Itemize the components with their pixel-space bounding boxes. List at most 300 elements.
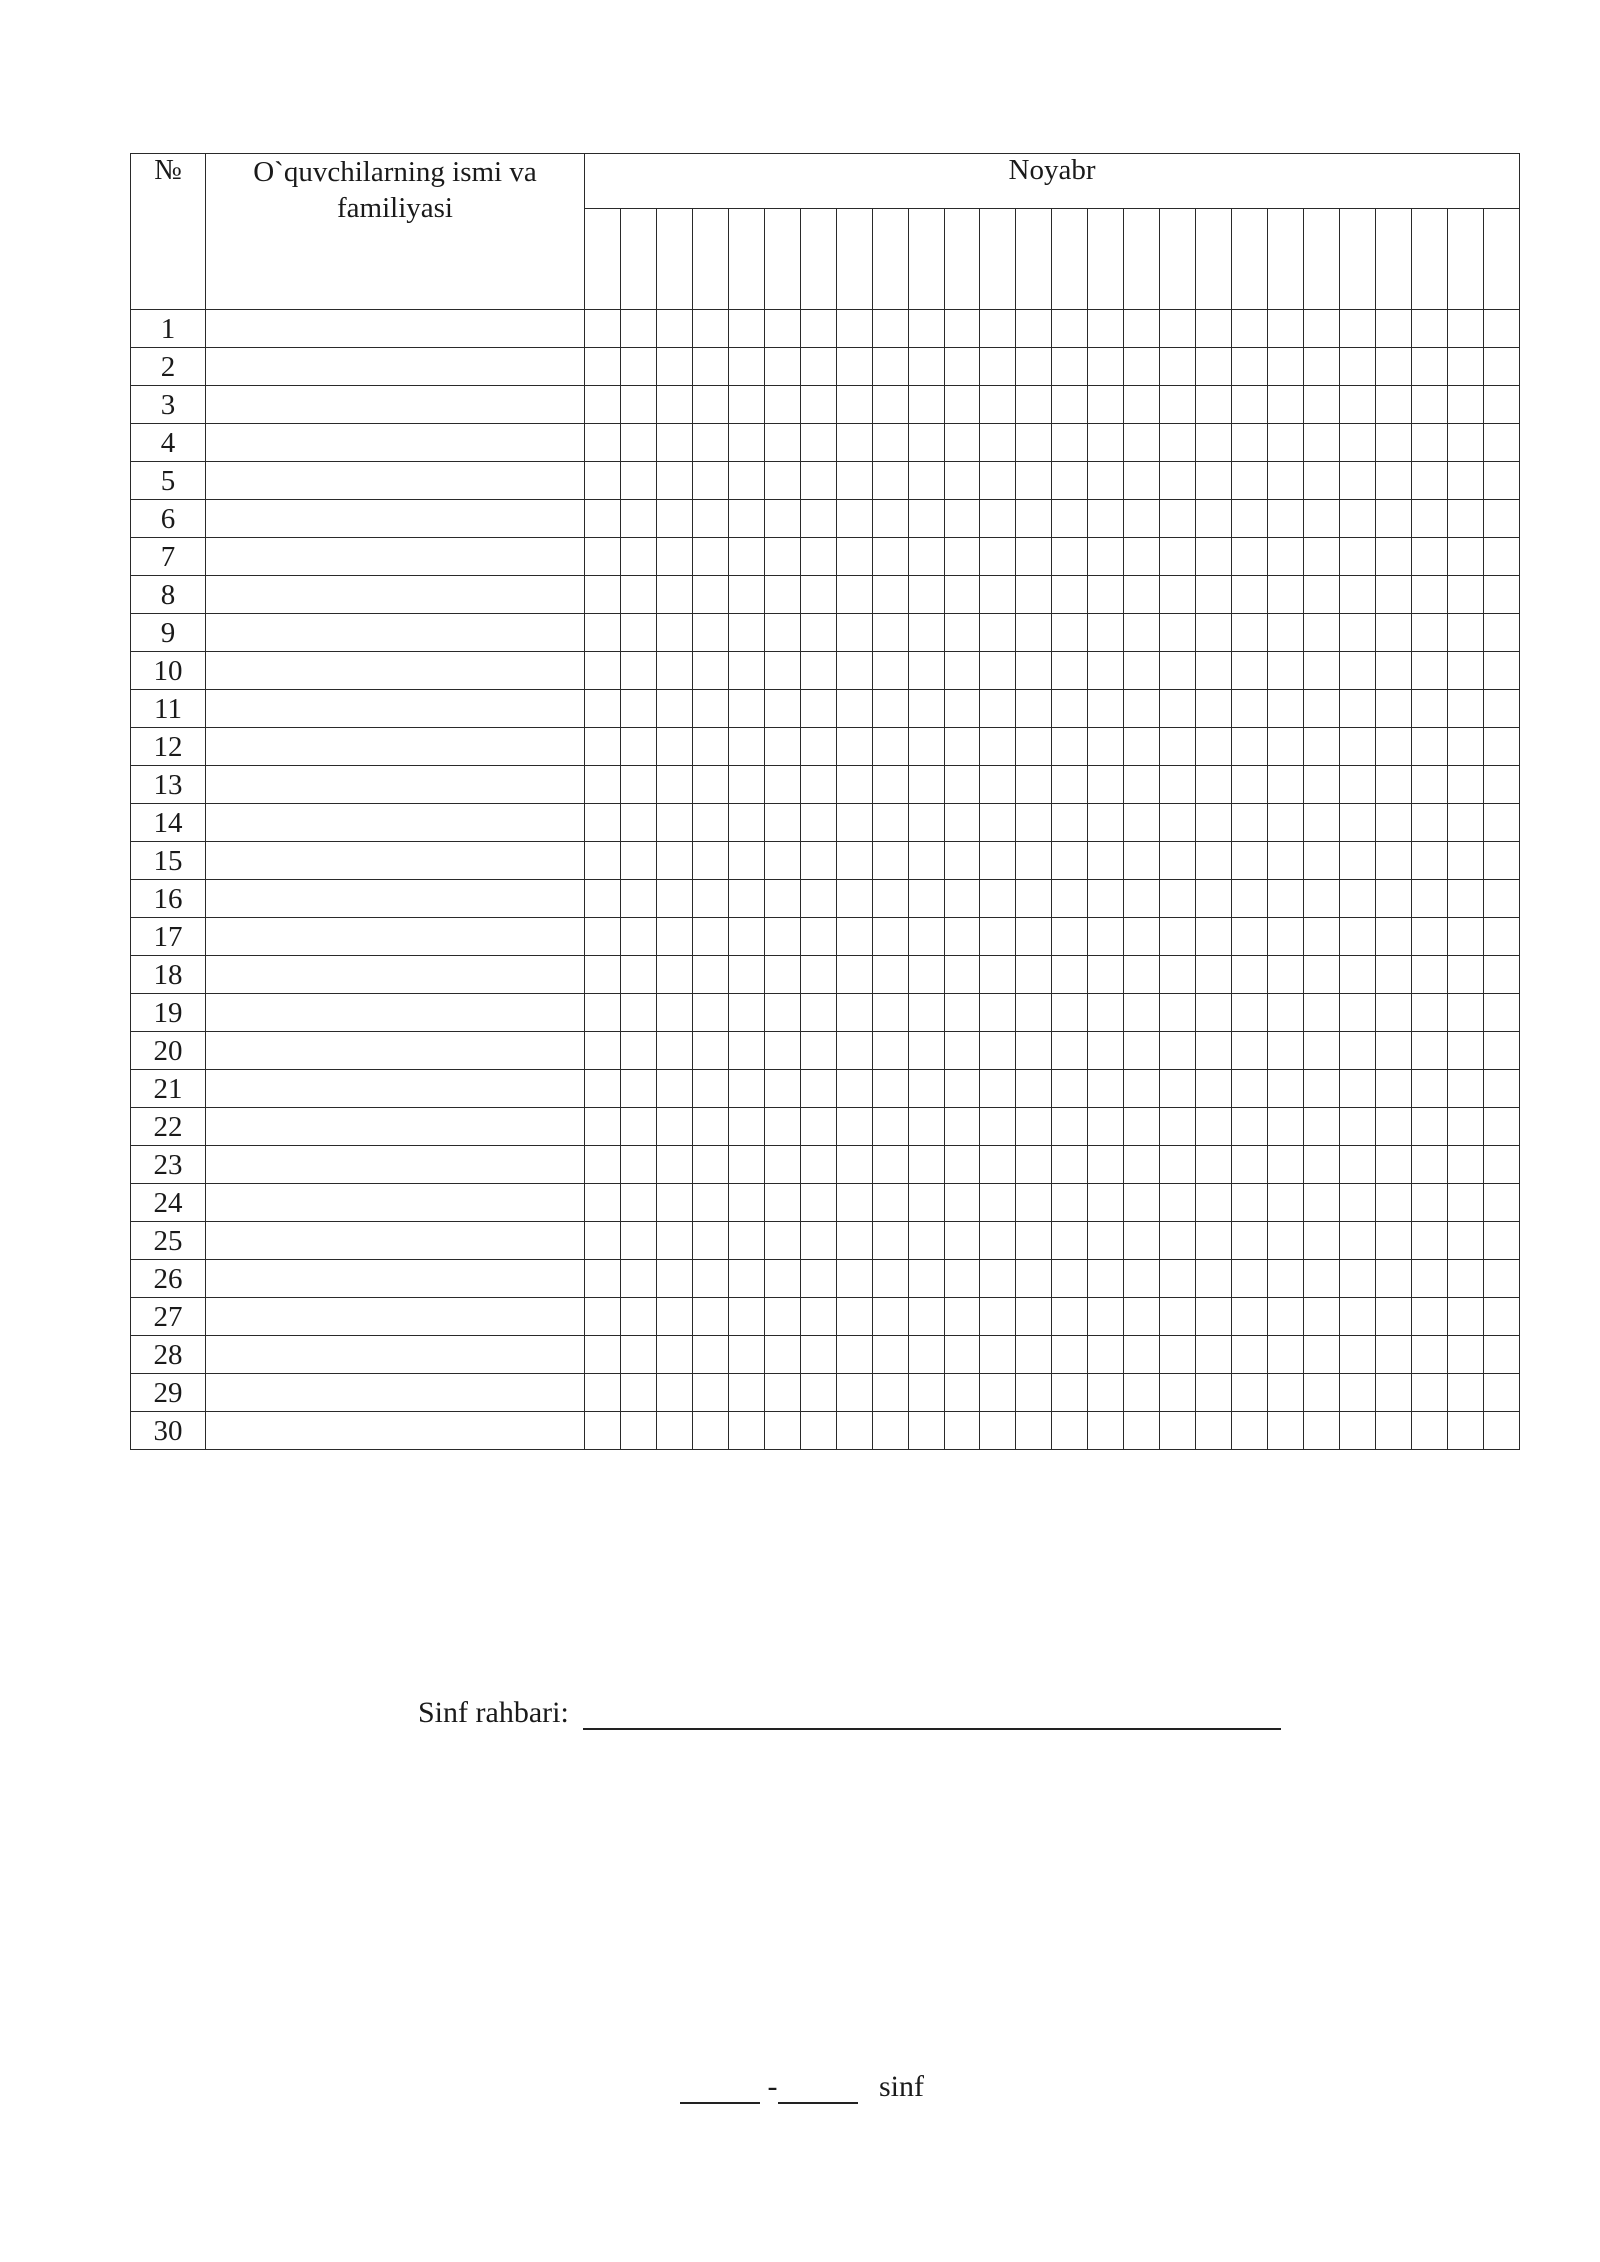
attendance-cell[interactable] [1232, 1374, 1268, 1412]
attendance-cell[interactable] [656, 1298, 692, 1336]
attendance-cell[interactable] [1304, 1374, 1340, 1412]
attendance-cell[interactable] [656, 614, 692, 652]
attendance-cell[interactable] [1232, 1184, 1268, 1222]
attendance-cell[interactable] [1052, 1298, 1088, 1336]
attendance-cell[interactable] [836, 1146, 872, 1184]
attendance-cell[interactable] [908, 956, 944, 994]
attendance-cell[interactable] [1268, 1070, 1304, 1108]
attendance-cell[interactable] [980, 804, 1016, 842]
attendance-cell[interactable] [692, 918, 728, 956]
attendance-cell[interactable] [1447, 918, 1483, 956]
attendance-cell[interactable] [1196, 652, 1232, 690]
attendance-cell[interactable] [980, 1108, 1016, 1146]
attendance-cell[interactable] [1304, 462, 1340, 500]
attendance-cell[interactable] [1411, 500, 1447, 538]
attendance-cell[interactable] [1088, 424, 1124, 462]
attendance-cell[interactable] [585, 538, 621, 576]
attendance-cell[interactable] [1160, 1298, 1196, 1336]
attendance-cell[interactable] [1268, 1146, 1304, 1184]
attendance-cell[interactable] [585, 1184, 621, 1222]
attendance-cell[interactable] [692, 804, 728, 842]
attendance-cell[interactable] [620, 1374, 656, 1412]
attendance-cell[interactable] [800, 500, 836, 538]
attendance-cell[interactable] [1268, 690, 1304, 728]
attendance-cell[interactable] [656, 1260, 692, 1298]
attendance-cell[interactable] [836, 994, 872, 1032]
attendance-cell[interactable] [1447, 690, 1483, 728]
attendance-cell[interactable] [1340, 956, 1376, 994]
attendance-cell[interactable] [836, 1298, 872, 1336]
attendance-cell[interactable] [1016, 690, 1052, 728]
attendance-cell[interactable] [1483, 348, 1519, 386]
attendance-cell[interactable] [620, 880, 656, 918]
attendance-cell[interactable] [728, 310, 764, 348]
attendance-cell[interactable] [1160, 880, 1196, 918]
attendance-cell[interactable] [1124, 1070, 1160, 1108]
attendance-cell[interactable] [1232, 690, 1268, 728]
student-name-cell[interactable] [206, 1412, 585, 1450]
attendance-cell[interactable] [1411, 614, 1447, 652]
attendance-cell[interactable] [980, 994, 1016, 1032]
attendance-cell[interactable] [1447, 1298, 1483, 1336]
attendance-cell[interactable] [1304, 918, 1340, 956]
attendance-cell[interactable] [1016, 728, 1052, 766]
attendance-cell[interactable] [620, 842, 656, 880]
attendance-cell[interactable] [728, 728, 764, 766]
attendance-cell[interactable] [620, 690, 656, 728]
attendance-cell[interactable] [764, 1374, 800, 1412]
attendance-cell[interactable] [800, 1184, 836, 1222]
attendance-cell[interactable] [1088, 690, 1124, 728]
attendance-cell[interactable] [1268, 1222, 1304, 1260]
attendance-cell[interactable] [656, 880, 692, 918]
attendance-cell[interactable] [1483, 652, 1519, 690]
attendance-cell[interactable] [944, 880, 980, 918]
attendance-cell[interactable] [1124, 614, 1160, 652]
attendance-cell[interactable] [1411, 1032, 1447, 1070]
attendance-cell[interactable] [836, 614, 872, 652]
student-name-cell[interactable] [206, 500, 585, 538]
attendance-cell[interactable] [728, 956, 764, 994]
attendance-cell[interactable] [980, 348, 1016, 386]
attendance-cell[interactable] [656, 1222, 692, 1260]
attendance-cell[interactable] [1340, 1032, 1376, 1070]
attendance-cell[interactable] [620, 1260, 656, 1298]
attendance-cell[interactable] [800, 576, 836, 614]
attendance-cell[interactable] [1016, 1032, 1052, 1070]
attendance-cell[interactable] [728, 538, 764, 576]
attendance-cell[interactable] [692, 310, 728, 348]
attendance-cell[interactable] [872, 1222, 908, 1260]
attendance-cell[interactable] [1411, 1374, 1447, 1412]
attendance-cell[interactable] [1232, 652, 1268, 690]
class-grade-blank[interactable] [680, 2074, 760, 2104]
attendance-cell[interactable] [1160, 348, 1196, 386]
attendance-cell[interactable] [800, 804, 836, 842]
attendance-cell[interactable] [1411, 766, 1447, 804]
attendance-cell[interactable] [944, 1146, 980, 1184]
attendance-cell[interactable] [836, 386, 872, 424]
attendance-cell[interactable] [1375, 652, 1411, 690]
attendance-cell[interactable] [764, 1260, 800, 1298]
attendance-cell[interactable] [764, 538, 800, 576]
attendance-cell[interactable] [764, 462, 800, 500]
attendance-cell[interactable] [620, 1412, 656, 1450]
attendance-cell[interactable] [800, 310, 836, 348]
attendance-cell[interactable] [585, 386, 621, 424]
attendance-cell[interactable] [836, 728, 872, 766]
attendance-cell[interactable] [728, 1374, 764, 1412]
attendance-cell[interactable] [1160, 1070, 1196, 1108]
attendance-cell[interactable] [1375, 994, 1411, 1032]
attendance-cell[interactable] [1483, 1336, 1519, 1374]
attendance-cell[interactable] [944, 576, 980, 614]
attendance-cell[interactable] [1052, 994, 1088, 1032]
student-name-cell[interactable] [206, 614, 585, 652]
attendance-cell[interactable] [1268, 1412, 1304, 1450]
attendance-cell[interactable] [764, 766, 800, 804]
attendance-cell[interactable] [1447, 1032, 1483, 1070]
attendance-cell[interactable] [1375, 1412, 1411, 1450]
attendance-cell[interactable] [1052, 804, 1088, 842]
attendance-cell[interactable] [1088, 880, 1124, 918]
attendance-cell[interactable] [1340, 880, 1376, 918]
attendance-cell[interactable] [980, 462, 1016, 500]
attendance-cell[interactable] [980, 1222, 1016, 1260]
attendance-cell[interactable] [728, 576, 764, 614]
attendance-cell[interactable] [764, 576, 800, 614]
attendance-cell[interactable] [764, 348, 800, 386]
attendance-cell[interactable] [1411, 690, 1447, 728]
attendance-cell[interactable] [1052, 1374, 1088, 1412]
attendance-cell[interactable] [1340, 1412, 1376, 1450]
attendance-cell[interactable] [980, 614, 1016, 652]
attendance-cell[interactable] [1088, 500, 1124, 538]
attendance-cell[interactable] [908, 424, 944, 462]
attendance-cell[interactable] [692, 728, 728, 766]
attendance-cell[interactable] [728, 1412, 764, 1450]
attendance-cell[interactable] [836, 1032, 872, 1070]
attendance-cell[interactable] [1088, 1108, 1124, 1146]
attendance-cell[interactable] [1375, 956, 1411, 994]
attendance-cell[interactable] [1124, 462, 1160, 500]
attendance-cell[interactable] [872, 1260, 908, 1298]
attendance-cell[interactable] [1447, 424, 1483, 462]
attendance-cell[interactable] [728, 424, 764, 462]
attendance-cell[interactable] [1052, 1336, 1088, 1374]
attendance-cell[interactable] [1447, 728, 1483, 766]
attendance-cell[interactable] [1232, 310, 1268, 348]
attendance-cell[interactable] [872, 956, 908, 994]
attendance-cell[interactable] [1375, 1222, 1411, 1260]
attendance-cell[interactable] [728, 462, 764, 500]
attendance-cell[interactable] [1232, 386, 1268, 424]
attendance-cell[interactable] [1411, 1184, 1447, 1222]
attendance-cell[interactable] [620, 766, 656, 804]
attendance-cell[interactable] [908, 842, 944, 880]
attendance-cell[interactable] [836, 956, 872, 994]
attendance-cell[interactable] [1160, 1032, 1196, 1070]
attendance-cell[interactable] [1160, 652, 1196, 690]
attendance-cell[interactable] [1375, 690, 1411, 728]
attendance-cell[interactable] [1304, 842, 1340, 880]
attendance-cell[interactable] [1088, 728, 1124, 766]
attendance-cell[interactable] [1232, 348, 1268, 386]
attendance-cell[interactable] [764, 652, 800, 690]
attendance-cell[interactable] [1088, 842, 1124, 880]
attendance-cell[interactable] [656, 690, 692, 728]
attendance-cell[interactable] [980, 1146, 1016, 1184]
attendance-cell[interactable] [692, 386, 728, 424]
attendance-cell[interactable] [1232, 804, 1268, 842]
attendance-cell[interactable] [908, 690, 944, 728]
attendance-cell[interactable] [872, 1108, 908, 1146]
attendance-cell[interactable] [728, 1222, 764, 1260]
attendance-cell[interactable] [800, 1032, 836, 1070]
attendance-cell[interactable] [872, 614, 908, 652]
attendance-cell[interactable] [1268, 1184, 1304, 1222]
attendance-cell[interactable] [1268, 1298, 1304, 1336]
attendance-cell[interactable] [1160, 1108, 1196, 1146]
student-name-cell[interactable] [206, 1032, 585, 1070]
attendance-cell[interactable] [1483, 956, 1519, 994]
attendance-cell[interactable] [1088, 1146, 1124, 1184]
attendance-cell[interactable] [1232, 766, 1268, 804]
attendance-cell[interactable] [872, 880, 908, 918]
attendance-cell[interactable] [656, 994, 692, 1032]
attendance-cell[interactable] [1483, 462, 1519, 500]
attendance-cell[interactable] [1375, 728, 1411, 766]
attendance-cell[interactable] [728, 614, 764, 652]
attendance-cell[interactable] [800, 1070, 836, 1108]
attendance-cell[interactable] [980, 1184, 1016, 1222]
attendance-cell[interactable] [585, 1070, 621, 1108]
attendance-cell[interactable] [1268, 918, 1304, 956]
attendance-cell[interactable] [764, 386, 800, 424]
attendance-cell[interactable] [1483, 310, 1519, 348]
attendance-cell[interactable] [1340, 424, 1376, 462]
attendance-cell[interactable] [1052, 956, 1088, 994]
attendance-cell[interactable] [620, 576, 656, 614]
attendance-cell[interactable] [944, 310, 980, 348]
attendance-cell[interactable] [1232, 462, 1268, 500]
attendance-cell[interactable] [1375, 842, 1411, 880]
attendance-cell[interactable] [1160, 1336, 1196, 1374]
attendance-cell[interactable] [1016, 538, 1052, 576]
attendance-cell[interactable] [1340, 462, 1376, 500]
attendance-cell[interactable] [692, 1222, 728, 1260]
attendance-cell[interactable] [872, 1298, 908, 1336]
attendance-cell[interactable] [1196, 880, 1232, 918]
attendance-cell[interactable] [1340, 1298, 1376, 1336]
attendance-cell[interactable] [1483, 386, 1519, 424]
attendance-cell[interactable] [656, 1336, 692, 1374]
student-name-cell[interactable] [206, 1184, 585, 1222]
attendance-cell[interactable] [836, 1374, 872, 1412]
attendance-cell[interactable] [944, 538, 980, 576]
attendance-cell[interactable] [1447, 804, 1483, 842]
attendance-cell[interactable] [872, 1336, 908, 1374]
attendance-cell[interactable] [1268, 348, 1304, 386]
attendance-cell[interactable] [1483, 1070, 1519, 1108]
attendance-cell[interactable] [1483, 1260, 1519, 1298]
attendance-cell[interactable] [1052, 1222, 1088, 1260]
attendance-cell[interactable] [692, 1032, 728, 1070]
student-name-cell[interactable] [206, 576, 585, 614]
attendance-cell[interactable] [872, 310, 908, 348]
attendance-cell[interactable] [728, 348, 764, 386]
attendance-cell[interactable] [836, 1412, 872, 1450]
attendance-cell[interactable] [764, 614, 800, 652]
attendance-cell[interactable] [908, 766, 944, 804]
attendance-cell[interactable] [728, 1336, 764, 1374]
attendance-cell[interactable] [656, 538, 692, 576]
attendance-cell[interactable] [1124, 500, 1160, 538]
attendance-cell[interactable] [1375, 1374, 1411, 1412]
attendance-cell[interactable] [800, 1336, 836, 1374]
attendance-cell[interactable] [908, 880, 944, 918]
attendance-cell[interactable] [728, 842, 764, 880]
attendance-cell[interactable] [872, 994, 908, 1032]
student-name-cell[interactable] [206, 386, 585, 424]
attendance-cell[interactable] [1268, 842, 1304, 880]
student-name-cell[interactable] [206, 1070, 585, 1108]
attendance-cell[interactable] [1304, 538, 1340, 576]
attendance-cell[interactable] [1340, 386, 1376, 424]
attendance-cell[interactable] [1340, 614, 1376, 652]
attendance-cell[interactable] [1052, 424, 1088, 462]
attendance-cell[interactable] [1411, 1108, 1447, 1146]
attendance-cell[interactable] [1088, 348, 1124, 386]
student-name-cell[interactable] [206, 348, 585, 386]
attendance-cell[interactable] [1196, 766, 1232, 804]
attendance-cell[interactable] [656, 918, 692, 956]
attendance-cell[interactable] [1411, 842, 1447, 880]
attendance-cell[interactable] [944, 500, 980, 538]
student-name-cell[interactable] [206, 880, 585, 918]
attendance-cell[interactable] [1411, 652, 1447, 690]
attendance-cell[interactable] [1052, 386, 1088, 424]
attendance-cell[interactable] [1160, 424, 1196, 462]
attendance-cell[interactable] [944, 1298, 980, 1336]
attendance-cell[interactable] [1304, 652, 1340, 690]
attendance-cell[interactable] [728, 652, 764, 690]
attendance-cell[interactable] [1447, 462, 1483, 500]
attendance-cell[interactable] [836, 1108, 872, 1146]
attendance-cell[interactable] [872, 462, 908, 500]
attendance-cell[interactable] [1304, 1336, 1340, 1374]
attendance-cell[interactable] [1483, 1374, 1519, 1412]
attendance-cell[interactable] [1052, 1260, 1088, 1298]
attendance-cell[interactable] [944, 690, 980, 728]
attendance-cell[interactable] [872, 766, 908, 804]
attendance-cell[interactable] [1447, 1260, 1483, 1298]
attendance-cell[interactable] [1268, 462, 1304, 500]
attendance-cell[interactable] [1196, 1222, 1232, 1260]
attendance-cell[interactable] [585, 1412, 621, 1450]
attendance-cell[interactable] [620, 1146, 656, 1184]
attendance-cell[interactable] [1124, 842, 1160, 880]
attendance-cell[interactable] [1052, 766, 1088, 804]
attendance-cell[interactable] [1052, 880, 1088, 918]
attendance-cell[interactable] [944, 348, 980, 386]
attendance-cell[interactable] [980, 1032, 1016, 1070]
attendance-cell[interactable] [1124, 310, 1160, 348]
attendance-cell[interactable] [1016, 310, 1052, 348]
attendance-cell[interactable] [908, 1336, 944, 1374]
attendance-cell[interactable] [1304, 994, 1340, 1032]
attendance-cell[interactable] [692, 614, 728, 652]
attendance-cell[interactable] [1196, 1260, 1232, 1298]
attendance-cell[interactable] [1304, 1222, 1340, 1260]
attendance-cell[interactable] [1124, 918, 1160, 956]
attendance-cell[interactable] [1447, 386, 1483, 424]
attendance-cell[interactable] [1232, 1146, 1268, 1184]
attendance-cell[interactable] [944, 918, 980, 956]
attendance-cell[interactable] [1016, 1260, 1052, 1298]
attendance-cell[interactable] [1196, 1070, 1232, 1108]
attendance-cell[interactable] [1411, 994, 1447, 1032]
attendance-cell[interactable] [1483, 918, 1519, 956]
attendance-cell[interactable] [1483, 1108, 1519, 1146]
attendance-cell[interactable] [1304, 1146, 1340, 1184]
attendance-cell[interactable] [1411, 804, 1447, 842]
attendance-cell[interactable] [1016, 614, 1052, 652]
attendance-cell[interactable] [585, 1298, 621, 1336]
attendance-cell[interactable] [1052, 576, 1088, 614]
attendance-cell[interactable] [908, 1260, 944, 1298]
attendance-cell[interactable] [1483, 690, 1519, 728]
attendance-cell[interactable] [1196, 462, 1232, 500]
attendance-cell[interactable] [1160, 310, 1196, 348]
attendance-cell[interactable] [908, 310, 944, 348]
attendance-cell[interactable] [728, 500, 764, 538]
attendance-cell[interactable] [1124, 728, 1160, 766]
attendance-cell[interactable] [1304, 690, 1340, 728]
attendance-cell[interactable] [1447, 1184, 1483, 1222]
attendance-cell[interactable] [1411, 386, 1447, 424]
attendance-cell[interactable] [800, 728, 836, 766]
attendance-cell[interactable] [1160, 614, 1196, 652]
attendance-cell[interactable] [1411, 1412, 1447, 1450]
attendance-cell[interactable] [1052, 310, 1088, 348]
attendance-cell[interactable] [908, 386, 944, 424]
attendance-cell[interactable] [836, 462, 872, 500]
attendance-cell[interactable] [1088, 804, 1124, 842]
attendance-cell[interactable] [764, 1108, 800, 1146]
attendance-cell[interactable] [1124, 994, 1160, 1032]
attendance-cell[interactable] [1232, 1070, 1268, 1108]
attendance-cell[interactable] [944, 652, 980, 690]
attendance-cell[interactable] [1196, 728, 1232, 766]
attendance-cell[interactable] [1340, 1336, 1376, 1374]
attendance-cell[interactable] [764, 804, 800, 842]
attendance-cell[interactable] [1088, 994, 1124, 1032]
attendance-cell[interactable] [692, 766, 728, 804]
attendance-cell[interactable] [1088, 1032, 1124, 1070]
attendance-cell[interactable] [764, 1146, 800, 1184]
attendance-cell[interactable] [1411, 462, 1447, 500]
attendance-cell[interactable] [728, 1070, 764, 1108]
attendance-cell[interactable] [585, 690, 621, 728]
attendance-cell[interactable] [1304, 956, 1340, 994]
attendance-cell[interactable] [800, 956, 836, 994]
attendance-cell[interactable] [800, 1412, 836, 1450]
attendance-cell[interactable] [1375, 424, 1411, 462]
attendance-cell[interactable] [1268, 386, 1304, 424]
attendance-cell[interactable] [1304, 804, 1340, 842]
attendance-cell[interactable] [692, 1412, 728, 1450]
